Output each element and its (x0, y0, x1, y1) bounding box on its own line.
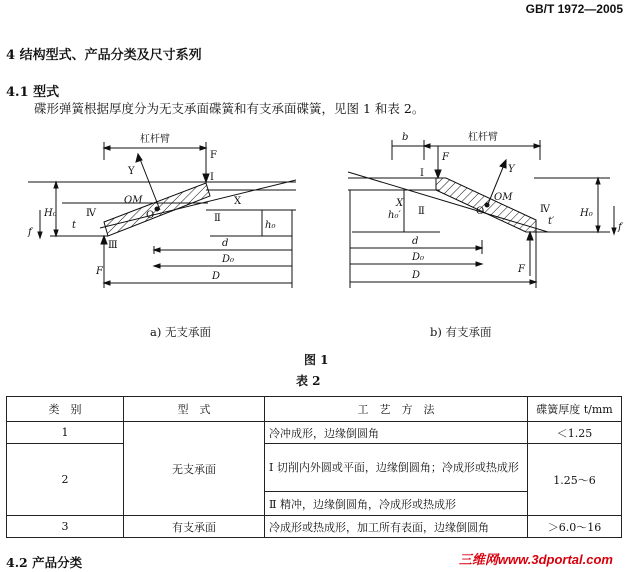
svg-text:D: D (212, 271, 221, 282)
cell-category: 1 (7, 422, 124, 444)
col-category: 类 别 (7, 397, 124, 422)
table-row (7, 516, 622, 538)
section-title: 4 结构型式、产品分类及尺寸系列 (6, 48, 202, 63)
svg-text:f: f (28, 227, 32, 238)
cell-thickness: ＞6.0～16 (528, 516, 622, 538)
cell-process: 冷成形或热成形，加工所有表面，边缘倒圆角 (265, 516, 528, 538)
svg-text:d: d (412, 236, 419, 247)
table-row (7, 444, 622, 492)
svg-text:D: D (412, 270, 421, 281)
cell-category: 3 (7, 516, 124, 538)
subsection-text-4-1: 碟形弹簧根据厚度分为无支承面碟簧和有支承面碟簧，见图 1 和表 2。 (34, 101, 425, 116)
svg-text:D₀: D₀ (412, 252, 425, 263)
svg-text:X: X (396, 198, 404, 209)
svg-text:d: d (222, 238, 229, 249)
svg-text:t′: t′ (548, 216, 555, 227)
svg-text:Y: Y (128, 166, 135, 177)
svg-text:F: F (210, 150, 217, 161)
table-row (7, 422, 622, 444)
svg-text:Y: Y (508, 164, 515, 175)
svg-text:O: O (476, 206, 485, 217)
svg-text:h₀′: h₀′ (388, 210, 401, 221)
cell-process: Ⅱ 精冲，边缘倒圆角，冷成形或热成形 (265, 492, 528, 516)
cell-process: Ⅰ 切削内外圆或平面，边缘倒圆角；冷成形或热成形 (265, 444, 528, 492)
svg-text:h₀: h₀ (265, 220, 276, 231)
figure-right-caption: b) 有支承面 (430, 325, 492, 339)
cell-thickness: ＜1.25 (528, 422, 622, 444)
svg-text:X: X (234, 196, 242, 207)
col-thickness: 碟簧厚度 t/mm (528, 397, 622, 422)
svg-text:t: t (72, 220, 77, 231)
cell-category: 2 (7, 444, 124, 516)
cell-thickness: 1.25～6 (528, 444, 622, 516)
table-title: 表 2 (296, 374, 321, 388)
figure-left-caption: a) 无支承面 (150, 325, 211, 339)
figure-title: 图 1 (304, 353, 329, 367)
svg-text:Ⅱ: Ⅱ (418, 206, 425, 217)
svg-text:F: F (96, 266, 103, 277)
svg-text:Ⅰ: Ⅰ (420, 168, 424, 179)
svg-text:OM: OM (124, 195, 143, 206)
watermark: 三维网www.3dportal.com (458, 552, 613, 567)
svg-text:H₀: H₀ (580, 208, 593, 219)
table-2 (6, 396, 622, 538)
table-header-row (7, 397, 622, 422)
figure-1 (0, 120, 627, 370)
svg-text:Ⅲ: Ⅲ (108, 240, 118, 251)
svg-text:F: F (442, 152, 449, 163)
col-process: 工 艺 方 法 (265, 397, 528, 422)
svg-text:F: F (518, 264, 525, 275)
subsection-title-4-1: 4.1 型式 (6, 85, 60, 100)
svg-text:b: b (402, 132, 409, 143)
svg-text:O: O (146, 210, 155, 221)
svg-text:杠杆臂: 杠杆臂 (140, 134, 170, 145)
svg-text:OM: OM (494, 192, 513, 203)
svg-text:Ⅳ: Ⅳ (86, 208, 96, 219)
cell-type-no-support: 无支承面 (124, 422, 265, 516)
svg-text:Ⅰ: Ⅰ (210, 172, 214, 183)
cell-process: 冷冲成形，边缘倒圆角 (265, 422, 528, 444)
svg-text:杠杆臂: 杠杆臂 (468, 132, 498, 143)
cell-type: 有支承面 (124, 516, 265, 538)
svg-text:Ⅳ: Ⅳ (540, 204, 550, 215)
subsection-title-4-2: 4.2 产品分类 (6, 555, 83, 570)
standard-code: GB/T 1972—2005 (525, 2, 623, 16)
svg-text:H₀: H₀ (44, 208, 57, 219)
svg-text:Ⅱ: Ⅱ (214, 213, 221, 224)
col-type: 型 式 (124, 397, 265, 422)
svg-text:D₀: D₀ (222, 254, 235, 265)
figure-left (28, 142, 296, 288)
svg-text:f: f (618, 222, 622, 233)
